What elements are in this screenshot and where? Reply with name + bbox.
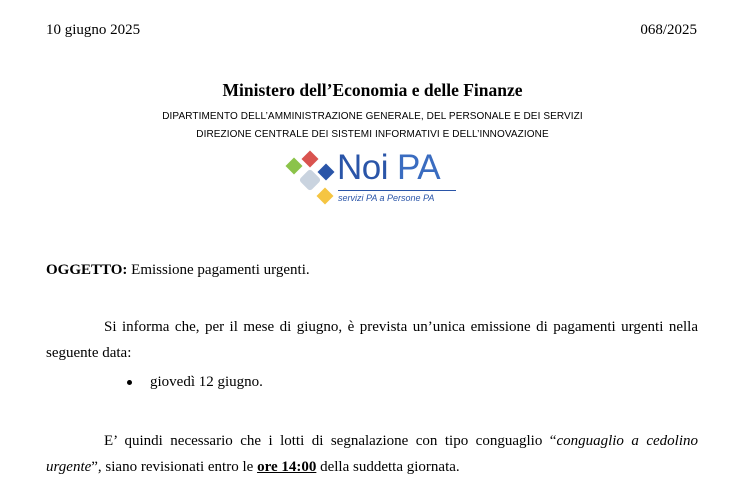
- subject-text: Emissione pagamenti urgenti.: [131, 262, 310, 278]
- subject-label: OGGETTO:: [46, 262, 128, 278]
- direction-name: DIREZIONE CENTRALE DEI SISTEMI INFORMATIVI E DELL’INNOVAZIONE: [196, 129, 549, 140]
- logo-tagline: servizi PA a Persone PA: [338, 193, 435, 203]
- paragraph-1: Si informa che, per il mese di giugno, è prevista un’unica emissione di pagamenti urgenti nella seguente data:: [46, 319, 698, 361]
- document-date: 10 giugno 2025: [46, 22, 141, 38]
- p2-italic: conguaglio a cedolino urgente: [46, 433, 698, 475]
- subject-line: [46, 262, 310, 279]
- logo-pa: PA: [397, 148, 441, 187]
- logo-tile-red-icon: [302, 151, 319, 168]
- logo-tile-yellow-icon: [317, 188, 334, 205]
- logo-noi: Noi: [337, 148, 389, 187]
- department-name: DIPARTIMENTO DELL’AMMINISTRAZIONE GENERALE, DEL PERSONALE E DEI SERVIZI: [162, 111, 583, 122]
- bullet-dot-icon: [127, 380, 132, 385]
- noipa-logo: [282, 148, 462, 212]
- p2-part-b: ”, siano revisionati entro le: [91, 459, 258, 475]
- bullet-item: [127, 374, 263, 391]
- paragraph-2: [46, 428, 698, 480]
- bullet-text: giovedì 12 giugno.: [150, 374, 263, 390]
- ministry-title: Ministero dell’Economia e delle Finanze: [222, 80, 523, 100]
- logo-underline: [338, 190, 456, 191]
- protocol-number: 068/2025: [640, 22, 697, 38]
- deadline-time: ore 14:00: [257, 459, 317, 475]
- p2-part-c: della suddetta giornata.: [316, 459, 460, 475]
- logo-tile-green-icon: [286, 158, 303, 175]
- p2-part-a: E’ quindi necessario che i lotti di segnalazione con tipo conguaglio “: [104, 433, 557, 449]
- logo-wordmark: [337, 148, 440, 188]
